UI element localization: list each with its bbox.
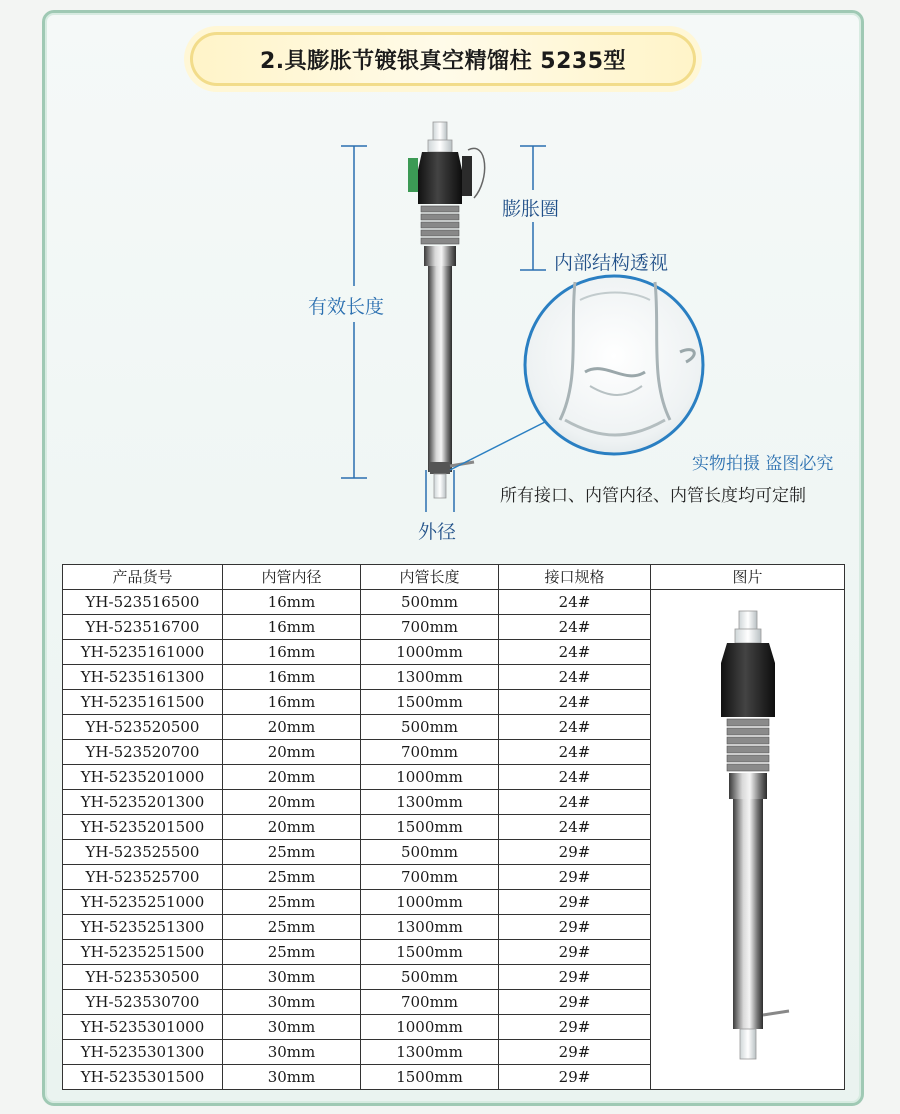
cell-inner-length: 1300mm [361,790,499,815]
cell-joint-spec: 24# [499,715,651,740]
cell-inner-length: 700mm [361,990,499,1015]
cell-joint-spec: 29# [499,840,651,865]
cell-product-code: YH-523525500 [63,840,223,865]
cell-inner-length: 1300mm [361,915,499,940]
cell-inner-length: 1300mm [361,1040,499,1065]
cell-joint-spec: 24# [499,815,651,840]
cell-joint-spec: 24# [499,790,651,815]
cell-inner-diameter: 30mm [223,1015,361,1040]
cell-product-code: YH-5235201500 [63,815,223,840]
cell-inner-length: 1500mm [361,1065,499,1090]
cell-product-code: YH-5235161500 [63,690,223,715]
cell-inner-length: 500mm [361,840,499,865]
product-photo-cell [651,590,845,1090]
cell-joint-spec: 29# [499,1040,651,1065]
cell-joint-spec: 24# [499,690,651,715]
spec-table-container [62,564,844,1089]
cell-joint-spec: 29# [499,1065,651,1090]
expansion-ring-label: 膨胀圈 [502,198,560,220]
cell-inner-length: 1500mm [361,815,499,840]
header-picture: 图片 [651,565,845,590]
cell-inner-diameter: 16mm [223,640,361,665]
table-row [63,590,845,615]
cell-joint-spec: 24# [499,740,651,765]
cell-inner-length: 500mm [361,590,499,615]
real-photo-label: 实物拍摄 盗图必究 [692,454,834,474]
cell-joint-spec: 29# [499,940,651,965]
cell-inner-length: 1000mm [361,765,499,790]
cell-inner-diameter: 30mm [223,965,361,990]
cell-inner-diameter: 25mm [223,940,361,965]
cell-inner-diameter: 16mm [223,665,361,690]
cell-inner-diameter: 25mm [223,890,361,915]
cell-joint-spec: 24# [499,765,651,790]
cell-product-code: YH-5235201000 [63,765,223,790]
cell-product-code: YH-5235251000 [63,890,223,915]
cell-joint-spec: 24# [499,590,651,615]
cell-product-code: YH-523525700 [63,865,223,890]
cell-inner-diameter: 16mm [223,615,361,640]
cell-product-code: YH-5235161000 [63,640,223,665]
cell-inner-diameter: 20mm [223,765,361,790]
cell-inner-length: 700mm [361,865,499,890]
internal-view-label: 内部结构透视 [554,252,669,274]
cell-joint-spec: 29# [499,965,651,990]
cell-product-code: YH-5235251300 [63,915,223,940]
outer-diameter-label: 外径 [418,521,457,543]
cell-inner-length: 1500mm [361,940,499,965]
table-header-row [63,565,845,590]
cell-joint-spec: 29# [499,1015,651,1040]
cell-product-code: YH-523516700 [63,615,223,640]
cell-inner-length: 700mm [361,615,499,640]
cell-product-code: YH-5235161300 [63,665,223,690]
header-product-code: 产品货号 [63,565,223,590]
cell-inner-length: 1500mm [361,690,499,715]
cell-inner-diameter: 20mm [223,790,361,815]
cell-inner-diameter: 30mm [223,1040,361,1065]
cell-inner-diameter: 20mm [223,740,361,765]
spec-table [62,564,845,1090]
effective-length-label: 有效长度 [308,296,385,318]
cell-joint-spec: 29# [499,890,651,915]
cell-joint-spec: 24# [499,665,651,690]
cell-joint-spec: 29# [499,865,651,890]
cell-inner-diameter: 30mm [223,1065,361,1090]
cell-product-code: YH-5235201300 [63,790,223,815]
custom-note: 所有接口、内管内径、内管长度均可定制 [500,486,806,506]
cell-product-code: YH-5235301300 [63,1040,223,1065]
cell-inner-length: 1000mm [361,890,499,915]
page-title: 2.具膨胀节镀银真空精馏柱 5235型 [190,32,696,86]
cell-joint-spec: 24# [499,640,651,665]
cell-product-code: YH-5235251500 [63,940,223,965]
cell-product-code: YH-5235301000 [63,1015,223,1040]
cell-product-code: YH-523530500 [63,965,223,990]
cell-product-code: YH-523530700 [63,990,223,1015]
cell-joint-spec: 29# [499,915,651,940]
cell-inner-diameter: 16mm [223,690,361,715]
product-photo [651,597,845,1077]
cell-inner-diameter: 20mm [223,715,361,740]
column-illustration [408,122,485,498]
cell-joint-spec: 29# [499,990,651,1015]
cell-inner-length: 700mm [361,740,499,765]
cell-inner-diameter: 16mm [223,590,361,615]
cell-product-code: YH-523520500 [63,715,223,740]
cell-inner-diameter: 25mm [223,915,361,940]
cell-product-code: YH-5235301500 [63,1065,223,1090]
magnifier-callout [450,276,703,470]
header-inner-length: 内管长度 [361,565,499,590]
cell-inner-diameter: 25mm [223,865,361,890]
cell-joint-spec: 24# [499,615,651,640]
cell-inner-length: 1000mm [361,640,499,665]
cell-inner-length: 1000mm [361,1015,499,1040]
cell-inner-diameter: 30mm [223,990,361,1015]
header-joint-spec: 接口规格 [499,565,651,590]
cell-inner-diameter: 20mm [223,815,361,840]
cell-inner-length: 1300mm [361,665,499,690]
cell-inner-length: 500mm [361,715,499,740]
cell-inner-length: 500mm [361,965,499,990]
cell-inner-diameter: 25mm [223,840,361,865]
cell-product-code: YH-523520700 [63,740,223,765]
header-inner-diameter: 内管内径 [223,565,361,590]
cell-product-code: YH-523516500 [63,590,223,615]
